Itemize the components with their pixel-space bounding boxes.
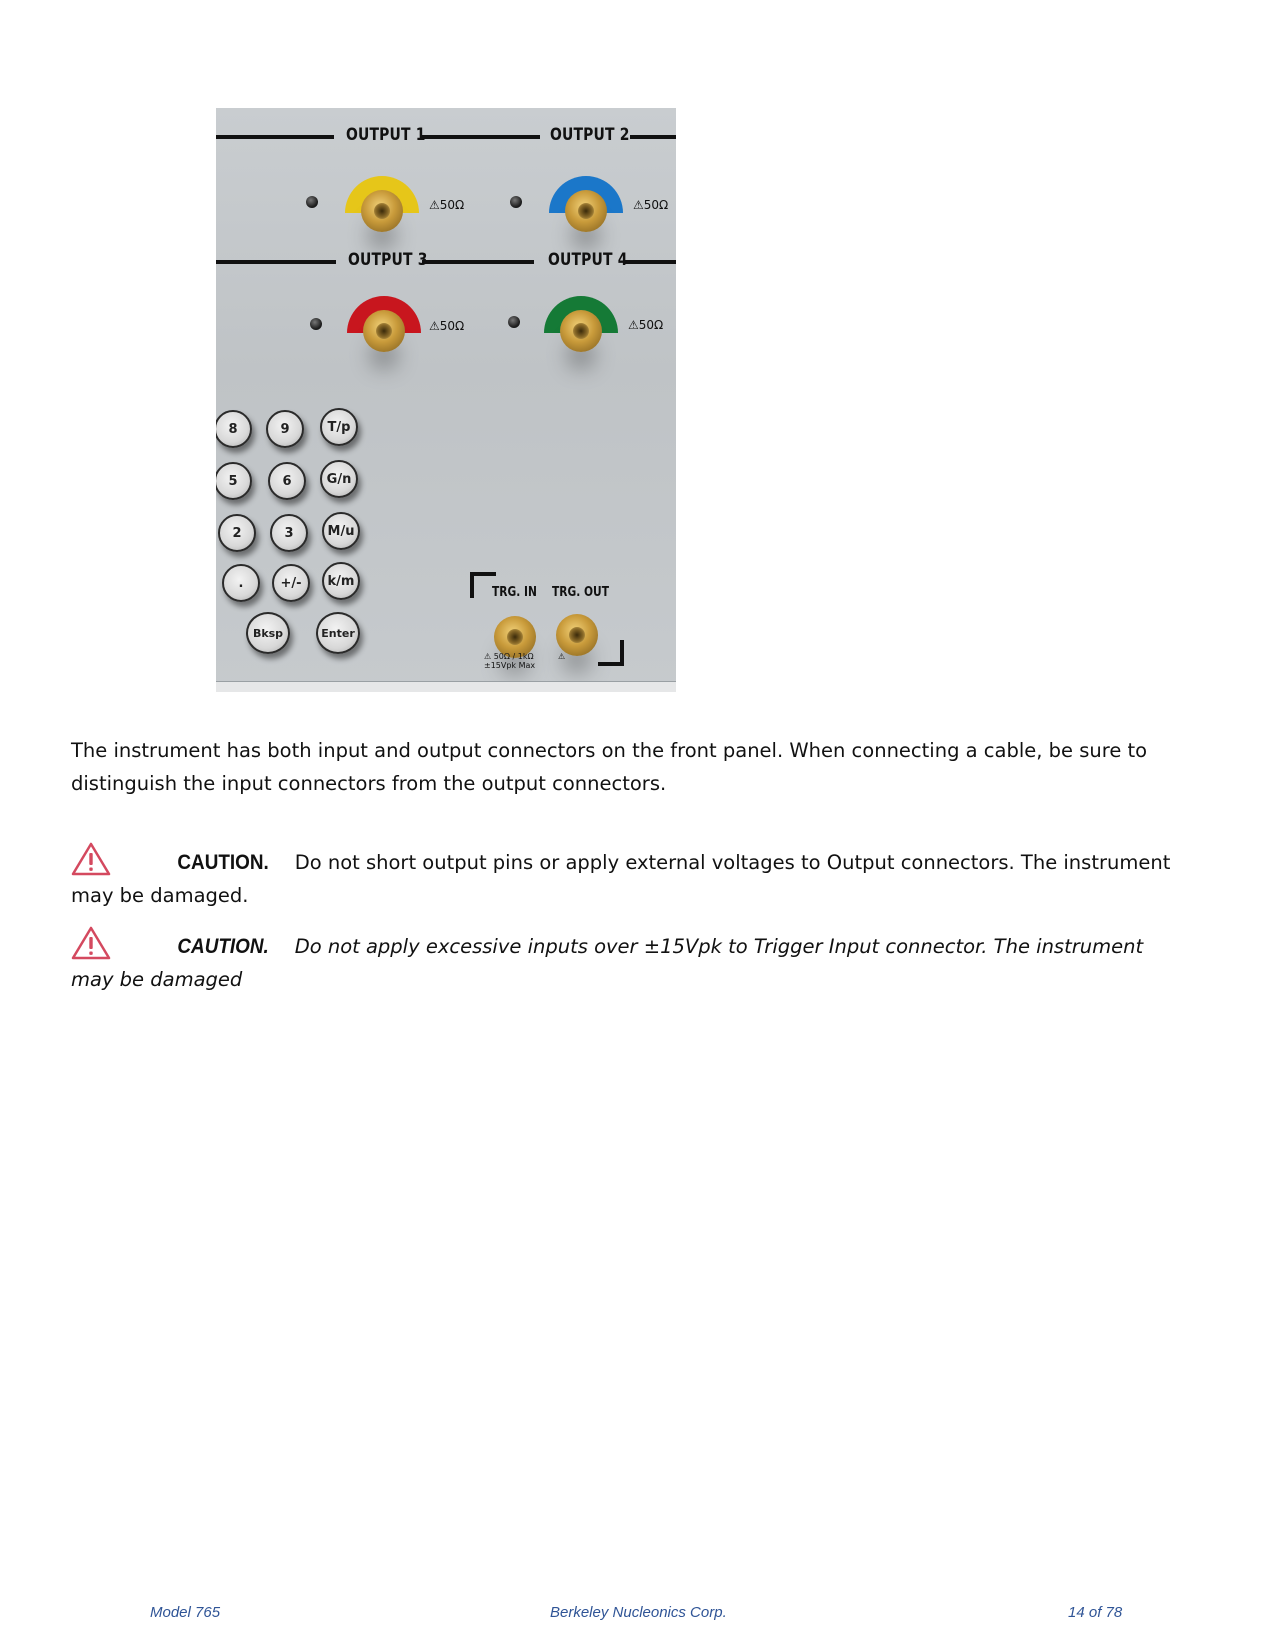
output2-impedance: ⚠50Ω [633, 198, 669, 212]
caution-1-text: Do not short output pins or apply external voltages to Output connectors. The instrument may be damaged. [71, 851, 1171, 907]
panel-rail [624, 260, 676, 264]
key-g-n: G/n [320, 460, 358, 498]
output1-led [306, 196, 318, 208]
output4-impedance: ⚠50Ω [628, 318, 664, 332]
output4-label: OUTPUT 4 [548, 250, 628, 270]
key-9: 9 [266, 410, 304, 448]
key-5: 5 [216, 462, 252, 500]
key-8: 8 [216, 410, 252, 448]
footer-page-number: 14 of 78 [1068, 1604, 1123, 1621]
output4-connector [560, 310, 602, 352]
panel-rail [422, 135, 540, 139]
front-panel-photo [216, 108, 676, 692]
caution-2-text: Do not apply excessive inputs over ±15Vpk to Trigger Input connector. The instrument may be damaged [71, 935, 1144, 991]
caution-1 [71, 846, 1191, 912]
trg-in-rating [484, 652, 535, 670]
caution-2 [71, 930, 1191, 996]
footer-model: Model 765 [150, 1604, 221, 1621]
trg-in-rating-line-2: ±15Vpk Max [484, 661, 536, 670]
key-6: 6 [268, 462, 306, 500]
trg-in-label: TRG. IN [492, 585, 537, 600]
trg-out-connector [556, 614, 598, 656]
output3-label: OUTPUT 3 [348, 250, 428, 270]
panel-bottom-edge [216, 681, 676, 692]
output3-connector [363, 310, 405, 352]
output1-connector [361, 190, 403, 232]
output1-label: OUTPUT 1 [346, 125, 426, 145]
trigger-bracket-bottom-right [598, 640, 624, 666]
intro-paragraph: The instrument has both input and output connectors on the front panel. When connecting a cable, be sure to distinguish the input connectors from the output connectors. [71, 739, 1148, 795]
key-k-m: k/m [322, 562, 360, 600]
output3-impedance: ⚠50Ω [429, 319, 465, 333]
key-plus-minus: +/- [272, 564, 310, 602]
key-3: 3 [270, 514, 308, 552]
caution-2-label: CAUTION. [177, 935, 269, 958]
trg-out-rating: ⚠ [558, 652, 566, 661]
panel-rail [422, 260, 534, 264]
trg-in-rating-line-1: ⚠ 50Ω / 1kΩ [484, 652, 534, 661]
key-enter: Enter [316, 612, 360, 654]
panel-rail [216, 135, 334, 139]
output2-connector [565, 190, 607, 232]
key-2: 2 [218, 514, 256, 552]
output4-led [508, 316, 520, 328]
panel-rail [630, 135, 676, 139]
key-m-u: M/u [322, 512, 360, 550]
key-t-p: T/p [320, 408, 358, 446]
output2-label: OUTPUT 2 [550, 125, 630, 145]
footer-company: Berkeley Nucleonics Corp. [550, 1604, 727, 1621]
output2-led [510, 196, 522, 208]
caution-1-label: CAUTION. [177, 851, 269, 874]
key-backspace: Bksp [246, 612, 290, 654]
output1-impedance: ⚠50Ω [429, 198, 465, 212]
panel-rail [216, 260, 336, 264]
key-dot: . [222, 564, 260, 602]
trg-out-label: TRG. OUT [552, 585, 609, 600]
output3-led [310, 318, 322, 330]
